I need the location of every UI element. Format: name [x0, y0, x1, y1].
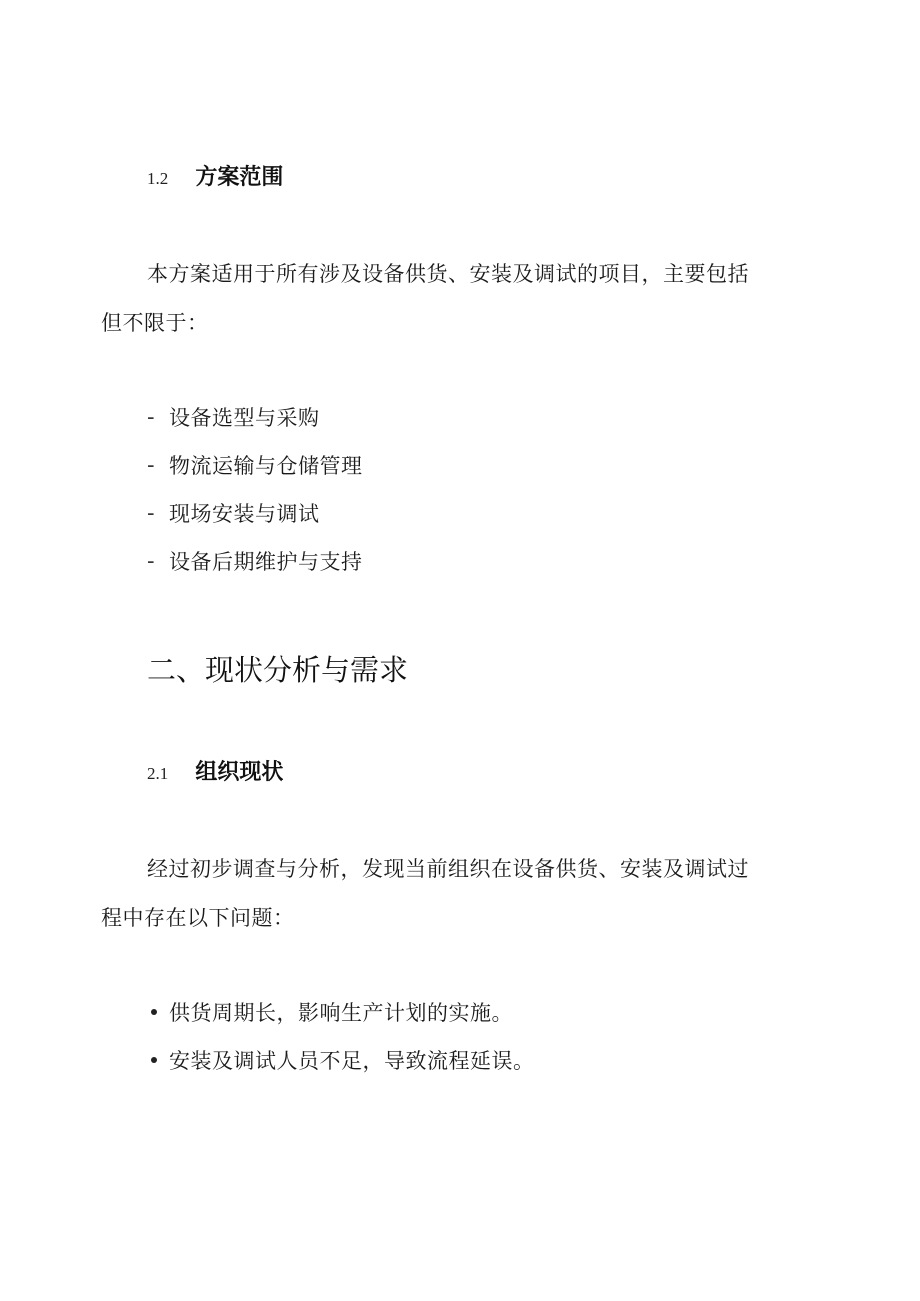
section-number: 2.1 — [147, 764, 169, 783]
paragraph-line: 经过初步调查与分析，发现当前组织在设备供货、安装及调试过 — [147, 857, 749, 881]
list-item-text: 设备后期维护与支持 — [169, 550, 363, 574]
list-item — [147, 402, 320, 432]
dash-marker: - — [147, 453, 155, 477]
list-item — [147, 450, 363, 480]
dash-marker: - — [147, 549, 155, 573]
dash-marker: - — [147, 501, 155, 525]
section-heading-1-2 — [147, 160, 283, 191]
chapter-title: 二、现状分析与需求 — [147, 653, 409, 687]
dash-marker: - — [147, 405, 155, 429]
paragraph-line: 本方案适用于所有涉及设备供货、安装及调试的项目，主要包括 — [147, 262, 749, 286]
list-item — [147, 997, 513, 1027]
section-title: 方案范围 — [195, 165, 284, 190]
list-item-text: 现场安装与调试 — [169, 502, 320, 526]
paragraph-line: 但不限于： — [101, 311, 209, 335]
list-item-text: 安装及调试人员不足，导致流程延误。 — [169, 1049, 535, 1073]
list-item-text: 物流运输与仓储管理 — [169, 454, 363, 478]
bullet-dot-icon — [151, 1009, 157, 1015]
bullet-dot-icon — [151, 1057, 157, 1063]
section-title: 组织现状 — [195, 760, 284, 785]
list-item-text: 供货周期长，影响生产计划的实施。 — [169, 1001, 513, 1025]
paragraph-line: 程中存在以下问题： — [101, 906, 295, 930]
section-number: 1.2 — [147, 169, 169, 188]
section-heading-2-1 — [147, 755, 283, 786]
list-item-text: 设备选型与采购 — [169, 406, 320, 430]
list-item — [147, 546, 363, 576]
list-item — [147, 1045, 535, 1075]
list-item — [147, 498, 320, 528]
